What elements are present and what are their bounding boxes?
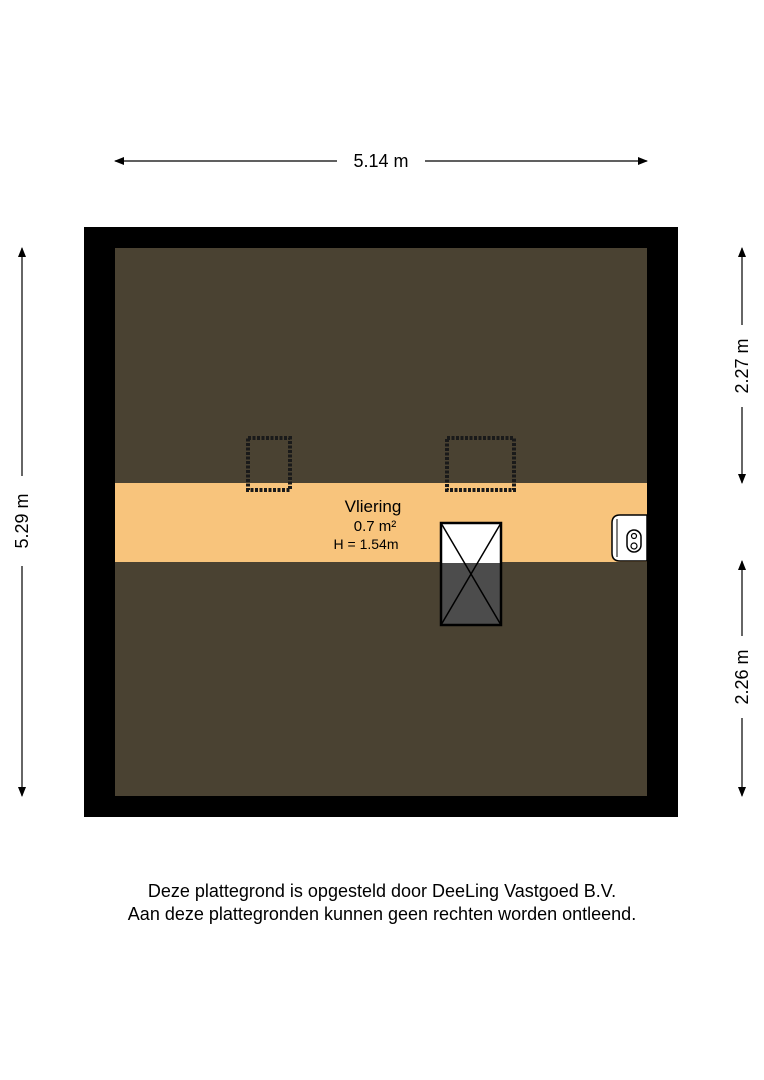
loft-hatch (441, 523, 501, 625)
room-area: 0.7 m² (353, 518, 397, 535)
dimension-label-top: 5.14 m (353, 151, 409, 171)
dimension-label-right-lower: 2.26 m (732, 649, 752, 705)
dimension-right-lower (732, 561, 752, 796)
room-height: H = 1.54m (333, 536, 399, 552)
disclaimer (0, 880, 764, 926)
dimension-label-right-upper: 2.27 m (732, 338, 752, 394)
disclaimer-line-2: Aan deze plattegronden kunnen geen rechten worden ontleend. (127, 904, 637, 924)
dimension-right-upper (732, 248, 752, 483)
disclaimer-line-1: Deze plattegrond is opgesteld door DeeLing Vastgoed B.V. (147, 881, 617, 901)
dimension-label-left: 5.29 m (12, 493, 32, 549)
boiler-icon (612, 515, 647, 561)
dimension-top-width (115, 151, 647, 171)
dimension-left-height (12, 248, 32, 796)
room-name: Vliering (344, 497, 402, 516)
